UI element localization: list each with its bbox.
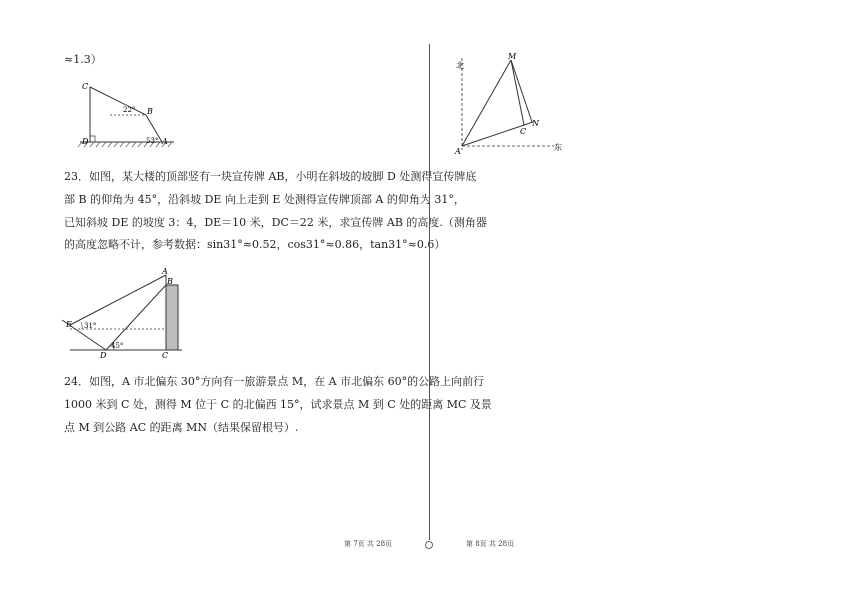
q23-line-4: 的高度忽略不计，参考数据：sin31°≈0.52，cos31°≈0.86，tan31°≈0.6）: [64, 238, 446, 251]
label-c: C: [162, 351, 169, 360]
label-a: A: [455, 147, 461, 156]
label-a: A: [162, 267, 168, 276]
label-c: C: [520, 127, 527, 136]
angle-b-label: 22°: [123, 106, 136, 114]
binding-hole: [425, 541, 433, 549]
label-b: B: [147, 107, 153, 116]
q24-line-3: 点 M 到公路 AC 的距离 MN（结果保留根号）.: [64, 421, 299, 434]
angle-d-label: 45°: [111, 342, 124, 350]
page-footer-left: 第 7页 共 28页: [344, 540, 393, 548]
previous-question-tail: ≈1.3）: [64, 53, 102, 66]
label-a: A: [162, 137, 168, 146]
q24-line-2: 1000 米到 C 处，测得 M 位于 C 的北偏西 15°，试求景点 M 到 C 处的距离 MC 及景: [64, 398, 492, 411]
north-label: 北: [456, 61, 464, 70]
figure-question-23: [60, 264, 190, 360]
page-divider: [429, 44, 430, 540]
q23-line-2: 部 B 的仰角为 45°，沿斜坡 DE 向上走到 E 处测得宣传牌顶部 A 的仰角为 31°，: [64, 193, 465, 206]
label-c: C: [82, 82, 89, 91]
angle-e-label: 31°: [84, 322, 97, 330]
label-d: D: [82, 137, 89, 146]
label-n: N: [532, 119, 539, 128]
label-e: E: [66, 320, 72, 329]
page-footer-right: 第 8页 共 28页: [466, 540, 515, 548]
figure-question-24: [450, 50, 570, 160]
angle-a-label: 53°: [146, 137, 159, 145]
east-label: 东: [554, 143, 562, 152]
label-d: D: [100, 351, 107, 360]
figure-question-22: [78, 78, 178, 150]
q24-line-1: 24．如图，A 市北偏东 30°方向有一旅游景点 M，在 A 市北偏东 60°的公路上向前行: [64, 375, 485, 388]
label-b: B: [167, 277, 173, 286]
q23-line-1: 23．如图，某大楼的顶部竖有一块宣传牌 AB，小明在斜坡的坡脚 D 处测得宣传牌底: [64, 170, 477, 183]
q23-line-3: 已知斜坡 DE 的坡度 3：4，DE＝10 米，DC＝22 米，求宣传牌 AB 的高度.（测角器: [64, 216, 487, 229]
label-m: M: [508, 52, 517, 61]
